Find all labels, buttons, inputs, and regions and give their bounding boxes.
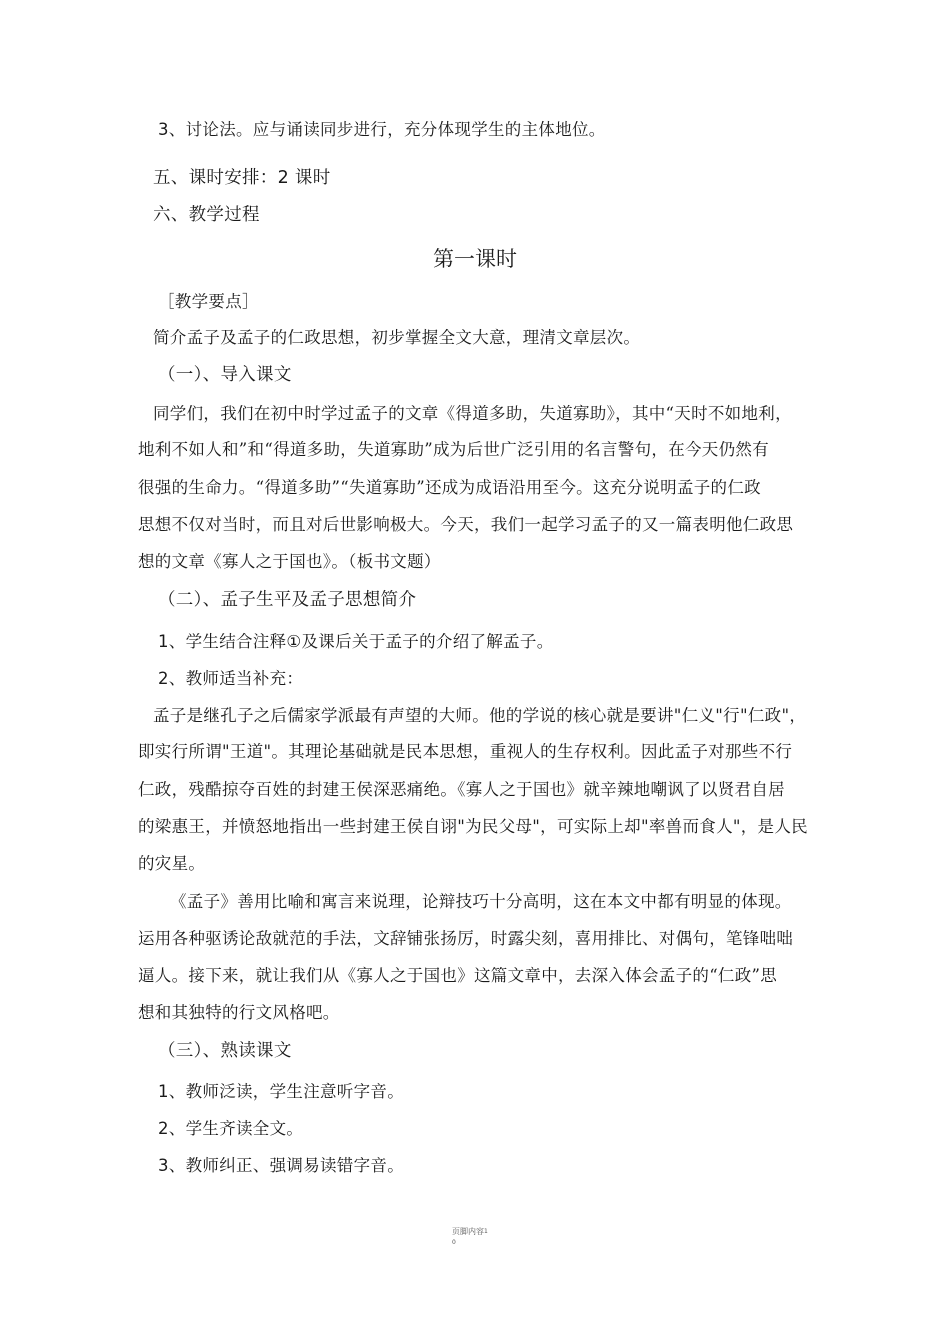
section-schedule: 五、课时安排：2 课时 [153, 168, 331, 188]
paragraph-line: 想和其独特的行文风格吧。 [138, 1003, 340, 1022]
footer-subscript: 0 [452, 1239, 456, 1246]
footer-page-number: 1 [484, 1228, 488, 1235]
section-process: 六、教学过程 [153, 205, 260, 225]
teaching-points-label: ［教学要点］ [158, 292, 259, 311]
paragraph-line: 很强的生命力。“得道多助”“失道寡助”还成为成语沿用至今。这充分说明孟子的仁政 [138, 478, 761, 497]
method-item-3: 3、讨论法。应与诵读同步进行，充分体现学生的主体地位。 [158, 120, 606, 139]
reading-item-1: 1、教师泛读，学生注意听字音。 [158, 1082, 404, 1101]
paragraph-line: 运用各种驱诱论敌就范的手法，文辞铺张扬厉，时露尖刻，喜用排比、对偶句，笔锋咄咄 [138, 929, 794, 948]
paragraph-line: 思想不仅对当时，而且对后世影响极大。今天，我们一起学习孟子的又一篇表明他仁政思 [138, 515, 794, 534]
lesson-title: 第一课时 [433, 247, 517, 271]
paragraph-line: 逼人。接下来，就让我们从《寡人之于国也》这篇文章中，去深入体会孟子的“仁政”思 [138, 966, 778, 985]
biography-item-1: 1、学生结合注释①及课后关于孟子的介绍了解孟子。 [158, 632, 554, 651]
paragraph-line: 即实行所谓"王道"。其理论基础就是民本思想，重视人的生存权利。因此孟子对那些不行 [138, 742, 793, 761]
paragraph-line: 同学们，我们在初中时学过孟子的文章《得道多助，失道寡助》，其中“天时不如地利， [153, 404, 792, 423]
subsection-reading: （三）、熟读课文 [158, 1041, 292, 1061]
page-footer [452, 1227, 488, 1237]
footer-label: 页脚内容 [452, 1227, 484, 1236]
paragraph-line: 孟子是继孔子之后儒家学派最有声望的大师。他的学说的核心就是要讲"仁义"行"仁政"， [153, 706, 807, 725]
paragraph-line: 想的文章《寡人之于国也》。（板书文题） [138, 552, 441, 571]
paragraph-line: 仁政，残酷掠夺百姓的封建王侯深恶痛绝。《寡人之于国也》就辛辣地嘲讽了以贤君自居 [138, 780, 785, 799]
paragraph-line: 地利不如人和”和“得道多助，失道寡助”成为后世广泛引用的名言警句，在今天仍然有 [138, 440, 770, 459]
paragraph-line: 的灾星。 [138, 854, 206, 873]
subsection-intro: （一）、导入课文 [158, 365, 292, 385]
paragraph-line: 《孟子》善用比喻和寓言来说理，论辩技巧十分高明，这在本文中都有明显的体现。 [170, 892, 792, 911]
subsection-biography: （二）、孟子生平及孟子思想简介 [158, 590, 417, 610]
biography-item-2: 2、教师适当补充： [158, 669, 304, 688]
reading-item-2: 2、学生齐读全文。 [158, 1119, 304, 1138]
reading-item-3: 3、教师纠正、强调易读错字音。 [158, 1156, 404, 1175]
paragraph-line: 的梁惠王，并愤怒地指出一些封建王侯自诩"为民父母"，可实际上却"率兽而食人"，是人民 [138, 817, 808, 836]
teaching-points-text: 简介孟子及孟子的仁政思想，初步掌握全文大意，理清文章层次。 [153, 328, 641, 347]
